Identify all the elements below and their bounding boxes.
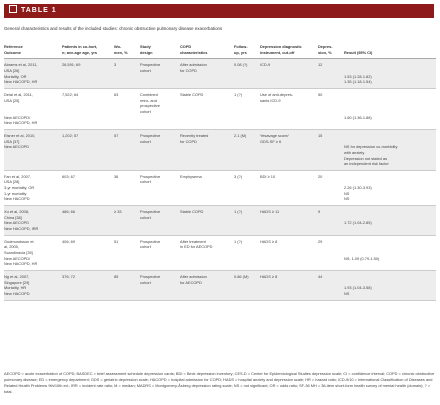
cell-result [344,120,436,129]
cell-followup [234,226,260,235]
cell-result: NS for depression co-morbidity [344,144,436,150]
cell-reference: New HACOPD, HR [4,261,62,270]
table-row [4,196,436,205]
cell-result: 1.53 (1.28-1.82) [344,74,436,80]
cell-depression [318,261,344,270]
cell-instrument [260,161,318,170]
cell-instrument [260,261,318,270]
cell-result: NS [344,291,436,300]
cell-followup [234,261,260,270]
cell-reference: China [38] [4,215,62,221]
cell-result: an independent risk factor [344,161,436,170]
cell-design: Prospective [140,59,180,68]
cell-copd: Stable COPD [180,206,234,215]
header-women: Wo- men, % [114,44,140,59]
table-row [4,235,436,244]
cell-design: Prospective [140,271,180,280]
cell-depression: 29 [318,238,323,244]
cell-reference: USA [37] [4,139,62,145]
cell-copd: Stable COPD [180,91,204,97]
cell-reference: New HACOPD, IRR [4,226,62,235]
table-row [4,120,436,129]
cell-copd: in ED for AECOPD [180,244,213,250]
cell-design [140,196,180,205]
cell-women [114,120,140,129]
cell-women [114,79,140,88]
cell-women: 51 [114,238,119,244]
table-row [4,79,436,88]
table-row [4,226,436,235]
cell-followup [234,161,260,170]
cell-instrument [260,226,318,235]
studies-table [4,44,436,301]
cell-reference: Xu et al, 2008, [4,206,62,215]
cell-design [140,79,180,88]
cell-design: cohort [140,215,180,221]
cell-reference: Mortality, OR [4,74,62,80]
cell-instrument [260,196,318,205]
cell-instrument: BDI ≥ 10 [260,173,276,179]
cell-followup [234,79,260,88]
cell-patients [62,161,114,170]
cell-reference: Scandinavia [39] [4,250,33,256]
cell-copd: After admission [180,59,234,68]
header-design: Study design [140,44,180,59]
cell-copd [180,120,234,129]
header-depression: Depres- sion, % [318,44,344,59]
cell-reference: 3-yr mortality, OR [4,185,35,191]
header-instrument: Depression diagnostic instrument, cut-off [260,44,318,59]
table-body [4,59,436,300]
table-row [4,206,436,215]
cell-result: 1.35 (1.18-1.54) [344,79,436,88]
cell-women [114,196,140,205]
cell-copd: for AECOPD [180,280,234,286]
table-caption: General characteristics and results of the included studies: chronic obstructive pulmonary disease exacerbations [4,26,223,31]
cell-instrument: HADS ≥ 8 [260,238,278,244]
table-title-bar [4,4,434,18]
cell-instrument [260,291,318,300]
cell-followup: 1 (?) [234,91,242,97]
cell-copd [180,79,234,88]
cell-reference: USA [28] [4,179,20,185]
cell-reference: New HACOPD [4,196,62,205]
table-row [4,261,436,270]
cell-design: Combined [140,91,158,97]
cell-women: 36 [114,173,119,179]
cell-design: retro- and [140,97,157,103]
cell-depression [318,226,344,235]
cell-patients: 603; 67 [62,173,75,179]
cell-design: cohort [140,108,151,114]
table-row [4,170,436,179]
cell-reference: Abrams et al, 2011, [4,59,62,68]
cell-copd [180,291,234,300]
table-row [4,291,436,300]
cell-patients: 7,522; 64 [62,91,79,97]
cell-reference: New HACOPD, HR [4,79,62,88]
cell-followup: 1 (?) [234,238,242,244]
cell-reference: 1-yr mortality [4,190,27,196]
cell-copd: Emphysema [180,173,202,179]
cell-patients: 1,202; 57 [62,129,114,138]
cell-reference: New HACOPD [4,291,62,300]
cell-followup [234,291,260,300]
cell-reference: Ng et al, 2007, [4,271,62,280]
cell-followup: 2.1 (M) [234,129,260,138]
cell-followup: 0.86 (M) [234,271,260,280]
cell-result: 1.72 (1.04-2.85) [344,220,436,226]
cell-women [114,226,140,235]
cell-reference: Singapore [29] [4,280,62,286]
cell-copd [180,196,234,205]
header-result: Result (95% CI) [344,44,436,59]
cell-depression: 44 [318,271,344,280]
cell-reference: New AECOPD/ [4,255,31,261]
cell-depression: 50 [318,91,323,97]
table-row [4,161,436,170]
cell-design [140,291,180,300]
cell-design [140,120,180,129]
table-row [4,88,436,97]
cell-depression: 9 [318,206,344,215]
cell-women [114,291,140,300]
cell-followup [234,120,260,129]
cell-design: Prospective [140,129,180,138]
cell-result: NS [344,196,436,205]
cell-depression: 12 [318,59,344,68]
cell-design: Prospective [140,206,180,215]
cell-followup [234,196,260,205]
cell-result: NS [344,190,350,196]
cell-followup: 0.08 (?) [234,59,260,68]
header-patients: Patients in co-hort, n; ave-age age, yrs [62,44,114,59]
cell-women: 57 [114,129,140,138]
cell-result [344,226,436,235]
cell-patients [62,79,114,88]
cell-followup: 1 (?) [234,206,260,215]
cell-copd [180,161,234,170]
cell-result: NS; 1.09 (0.79-1.50) [344,255,380,261]
cell-result [344,170,436,179]
cell-women: ≥ 33 [114,206,140,215]
cell-reference: New AECOPD/ [4,114,31,120]
cell-result: 1.93 (1.04-3.58) [344,285,436,291]
cell-instrument [260,79,318,88]
cell-patients: 376; 72 [62,271,114,280]
cell-women: 85 [114,271,140,280]
table-row [4,271,436,280]
cell-reference: al, 2005, [4,244,19,250]
cell-design: Prospective [140,173,161,179]
cell-followup: 3 (?) [234,173,242,179]
cell-result: 1.60 (1.36-1.88) [344,114,372,120]
cell-result: 2.26 (1.30-3.93) [344,185,372,191]
cell-patients: 26,591; 69 [62,59,114,68]
cell-patients: 406; 69 [62,238,75,244]
table-row [4,59,436,68]
cell-depression [318,79,344,88]
cell-copd [180,226,234,235]
table-icon [9,5,17,13]
table-title: TABLE 1 [21,7,57,14]
cell-reference: Gudmundsson et [4,238,34,244]
cell-patients [62,261,114,270]
cell-instrument: ICD-9 [260,59,318,68]
cell-depression [318,196,344,205]
cell-patients [62,196,114,205]
cell-design [140,261,180,270]
cell-instrument: HADS ≥ 11 [260,206,318,215]
cell-instrument: Yesavage score/ [260,129,318,138]
cell-patients [62,120,114,129]
header-followup: Follow- up, yrs [234,44,260,59]
cell-reference: New AECOPD [4,220,62,226]
cell-instrument [260,120,318,129]
cell-depression: 20 [318,173,323,179]
table-row [4,129,436,138]
cell-depression [318,120,344,129]
cell-women: 63 [114,91,119,97]
cell-design: cohort [140,244,151,250]
cell-result [344,206,436,215]
cell-design: cohort [140,179,151,185]
cell-depression [318,291,344,300]
cell-copd: for COPD [180,68,234,74]
cell-reference: Delal et al, 2011, [4,91,33,97]
cell-design [140,226,180,235]
cell-patients: 486; 66 [62,206,114,215]
cell-result [344,261,436,270]
cell-copd: for COPD [180,139,234,145]
cell-reference: New HACOPD, HR [4,120,62,129]
header-reference: Reference Outcome [4,44,62,59]
cell-reference: Mortality, HR [4,285,62,291]
cell-reference: Fan et al, 2007, [4,173,32,179]
cell-reference: New AECOPD [4,144,62,150]
header-copd: COPD characteristics [180,44,234,59]
cell-reference: USA [26] [4,68,62,74]
cell-instrument: sants ICD-9 [260,97,281,103]
cell-women [114,161,140,170]
cell-depression [318,161,344,170]
cell-design [140,161,180,170]
cell-result [344,235,436,244]
cell-copd: Recently treated [180,129,234,138]
cell-result [344,271,436,280]
cell-depression: 15 [318,129,344,138]
cell-result [344,59,436,68]
cell-reference [4,161,62,170]
cell-design: cohort [140,280,180,286]
cell-instrument: Use of anti-depres- [260,91,294,97]
cell-instrument: GDS-SF ≥ 6 [260,139,318,145]
cell-design: cohort [140,68,180,74]
cell-copd: After treatment [180,238,206,244]
cell-reference: Eisner et al, 2010, [4,129,62,138]
cell-women: 3 [114,59,140,68]
cell-design: prospective [140,103,160,109]
table-header-row [4,44,436,59]
cell-design: cohort [140,139,180,145]
table-footnote: AECOPD = acute exacerbation of COPD; BASDEC = brief assessment schedule depression cards; BDI = Beck depression inventory; CES-D = Center for Epidemiological Studies depression scale; CI = confidence interval; COPD = chronic obstructive pulmonary disease; ED = emergency department; GDS = geriatric depression scale; HACOPD = hospital admission for COPD; HADS = hospital anxiety and depression scale; HR = hazard ratio; ICD-9/10 = International Classification of Diseases and Related Health Problems 9th/10th ed.; IRR = incident rate ratio; M = median; MADRS = Montgomery-Åsberg depression rating scale; NS = not significant; OR = odds ratio; SF-36 MH = 36-item short-form health survey of mental health (domain); ? = total. [4,371,435,394]
cell-patients [62,226,114,235]
cell-design: Prospective [140,238,161,244]
cell-patients [62,291,114,300]
cell-result: with anxiety [344,150,436,156]
cell-reference: USA [25] [4,97,20,103]
cell-result: Depression not stated as [344,156,436,162]
cell-result [344,88,436,97]
cell-result [344,129,436,138]
cell-women [114,261,140,270]
cell-instrument: HADS ≥ 8 [260,271,318,280]
cell-copd [180,261,234,270]
cell-copd: After admission [180,271,234,280]
